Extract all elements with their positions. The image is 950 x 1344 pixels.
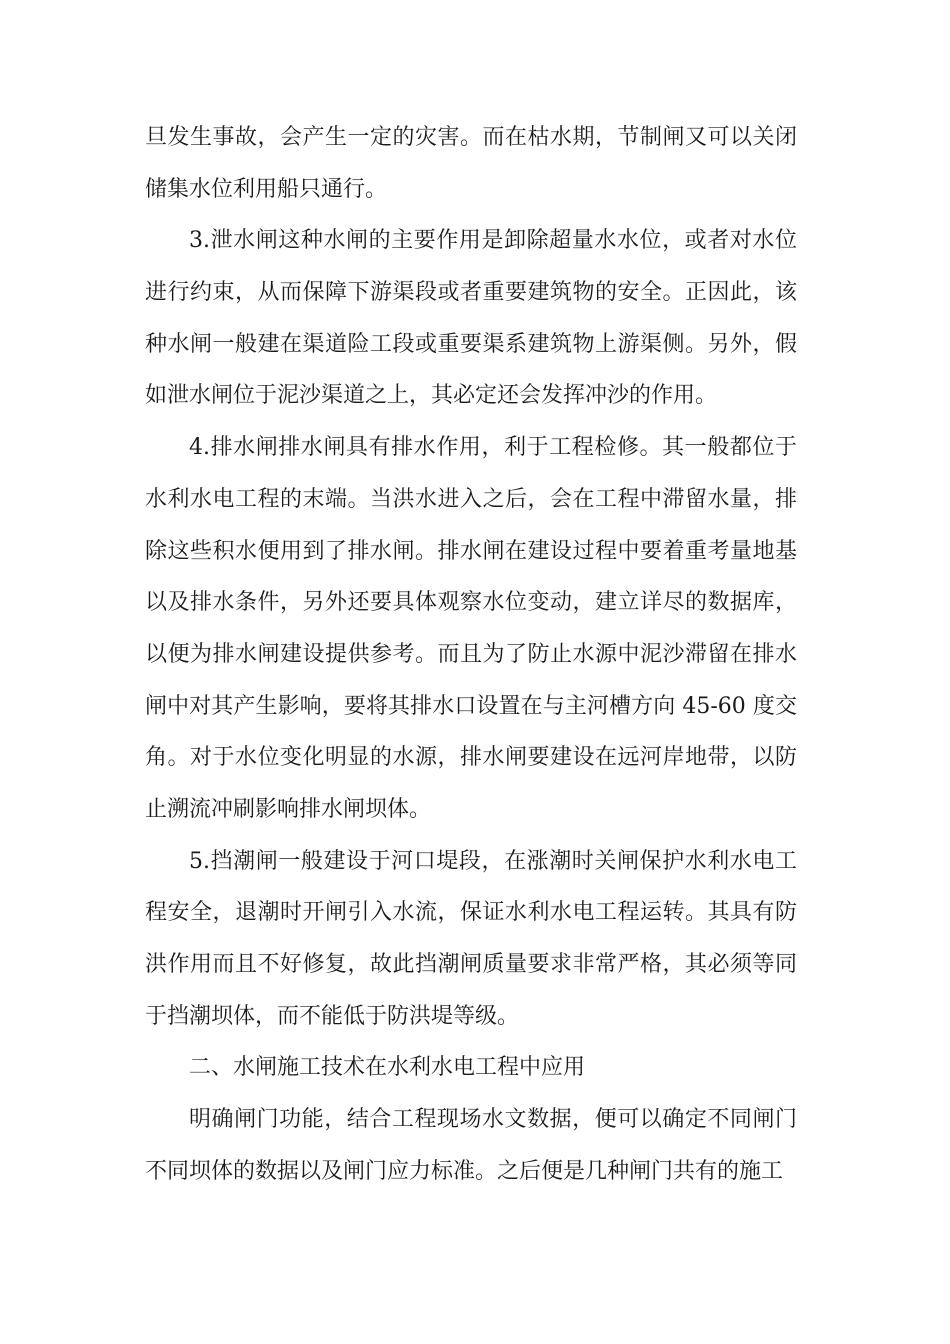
paragraph-continuation (145, 112, 797, 215)
text-line: 以便为排水闸建设提供参考。而且为了防止水源中泥沙滞留在排水 (145, 641, 797, 667)
text-line: 以及排水条件，另外还要具体观察水位变动，建立详尽的数据库， (145, 590, 797, 616)
body-text (145, 112, 797, 1197)
text-line: 不同坝体的数据以及闸门应力标准。之后便是几种闸门共有的施工 (145, 1158, 784, 1184)
text-line: 4.排水闸排水闸具有排水作用，利于工程检修。其一般都位于 (189, 435, 797, 461)
paragraph-spillway-gate (145, 215, 797, 422)
text-line: 明确闸门功能，结合工程现场水文数据，便可以确定不同闸门 (189, 1107, 797, 1133)
text-line: 洪作用而且不好修复，故此挡潮闸质量要求非常严格，其必须等同 (145, 952, 797, 977)
text-line: 二、水闸施工技术在水利水电工程中应用 (189, 1055, 586, 1081)
text-line: 进行约束，从而保障下游渠段或者重要建筑物的安全。正因此，该 (145, 280, 797, 306)
paragraph-gate-function (145, 1094, 797, 1197)
paragraph-tide-gate (145, 836, 797, 1043)
text-line: 旦发生事故，会产生一定的灾害。而在枯水期，节制闸又可以关闭 (145, 125, 797, 150)
text-line: 种水闸一般建在渠道险工段或重要渠系建筑物上游渠侧。另外，假 (145, 331, 797, 357)
text-line: 3.泄水闸这种水闸的主要作用是卸除超量水水位，或者对水位 (189, 228, 797, 254)
text-line: 储集水位利用船只通行。 (145, 176, 388, 202)
text-line: 闸中对其产生影响，要将其排水口设置在与主河槽方向 45-60 度交 (145, 693, 797, 719)
paragraph-section-heading (145, 1042, 797, 1094)
text-line: 止溯流冲刷影响排水闸坝体。 (145, 796, 432, 822)
text-line: 5.挡潮闸一般建设于河口堤段，在涨潮时关闸保护水利水电工 (189, 848, 797, 874)
text-line: 水利水电工程的末端。当洪水进入之后，会在工程中滞留水量，排 (145, 486, 797, 512)
text-line: 于挡潮坝体，而不能低于防洪堤等级。 (145, 1003, 520, 1029)
text-line: 角。对于水位变化明显的水源，排水闸要建设在远河岸地带，以防 (145, 745, 797, 771)
text-line: 除这些积水便用到了排水闸。排水闸在建设过程中要着重考量地基 (145, 538, 797, 564)
text-line: 程安全，退潮时开闸引入水流，保证水利水电工程运转。其具有防 (145, 900, 797, 926)
text-line: 如泄水闸位于泥沙渠道之上，其必定还会发挥冲沙的作用。 (145, 383, 718, 409)
paragraph-drainage-gate (145, 422, 797, 836)
